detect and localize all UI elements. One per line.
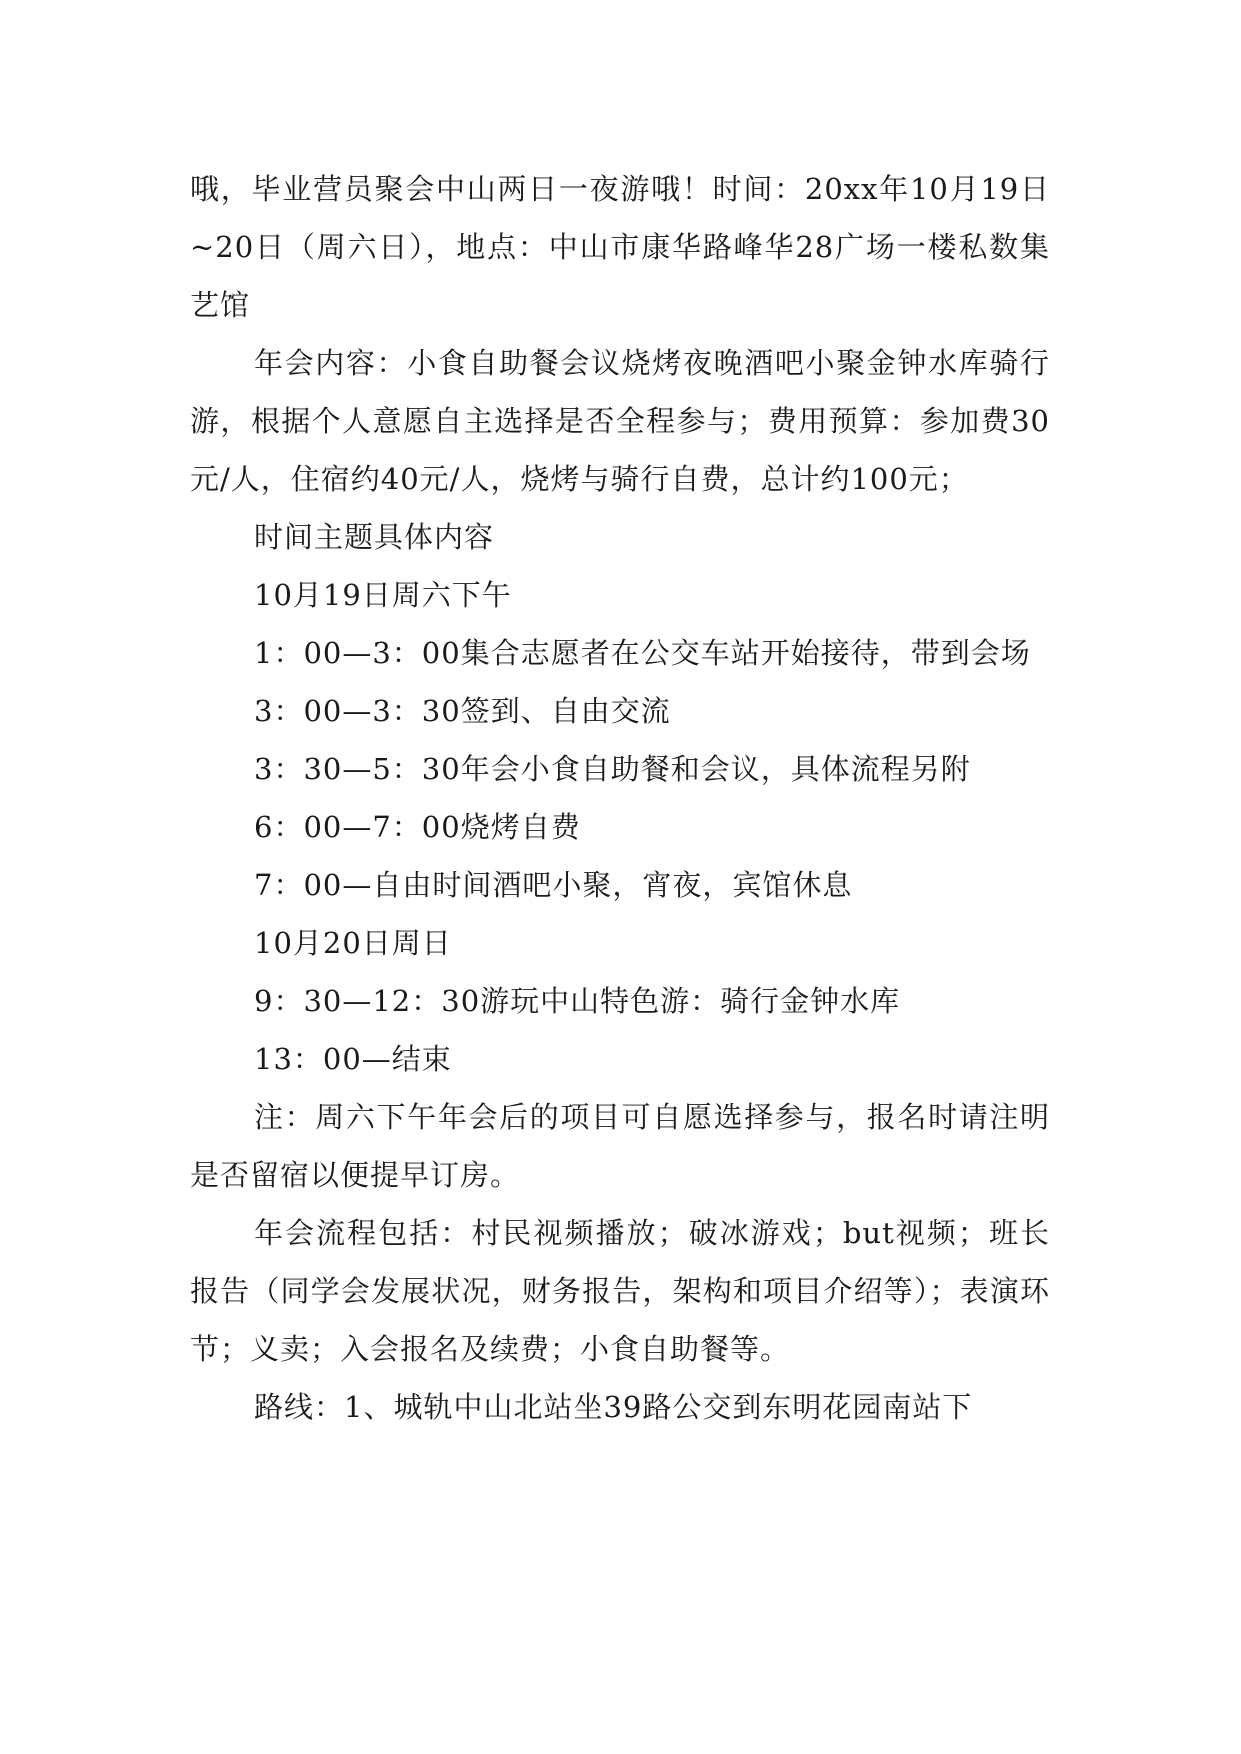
- document-body: [190, 160, 1050, 1436]
- paragraph: 年会内容：小食自助餐会议烧烤夜晚酒吧小聚金钟水库骑行游，根据个人意愿自主选择是否全程参与；费用预算：参加费30元/人，住宿约40元/人，烧烤与骑行自费，总计约100元；: [190, 346, 1050, 496]
- paragraph: 3：30—5：30年会小食自助餐和会议，具体流程另附: [254, 752, 971, 786]
- paragraph: 10月20日周日: [254, 926, 452, 960]
- paragraph: 1：00—3：00集合志愿者在公交车站开始接待，带到会场: [254, 636, 1031, 670]
- paragraph: 13：00—结束: [254, 1042, 452, 1076]
- paragraph: 3：00—3：30签到、自由交流: [254, 694, 671, 728]
- paragraph: 6：00—7：00烧烤自费: [254, 810, 581, 844]
- paragraph: 年会流程包括：村民视频播放；破冰游戏；but视频；班长报告（同学会发展状况，财务报告，架构和项目介绍等）；表演环节；义卖；入会报名及续费；小食自助餐等。: [190, 1216, 1050, 1366]
- paragraph: 注：周六下午年会后的项目可自愿选择参与，报名时请注明是否留宿以便提早订房。: [190, 1100, 1050, 1192]
- paragraph: 10月19日周六下午: [254, 578, 512, 612]
- paragraph: 9：30—12：30游玩中山特色游：骑行金钟水库: [254, 984, 901, 1018]
- paragraph: 时间主题具体内容: [254, 520, 495, 554]
- paragraph: 7：00—自由时间酒吧小聚，宵夜，宾馆休息: [254, 868, 853, 902]
- paragraph: 哦，毕业营员聚会中山两日一夜游哦！时间：20xx年10月19日~20日（周六日），地点：中山市康华路峰华28广场一楼私数集艺馆: [190, 172, 1050, 322]
- paragraph: 路线：1、城轨中山北站坐39路公交到东明花园南站下: [254, 1390, 973, 1424]
